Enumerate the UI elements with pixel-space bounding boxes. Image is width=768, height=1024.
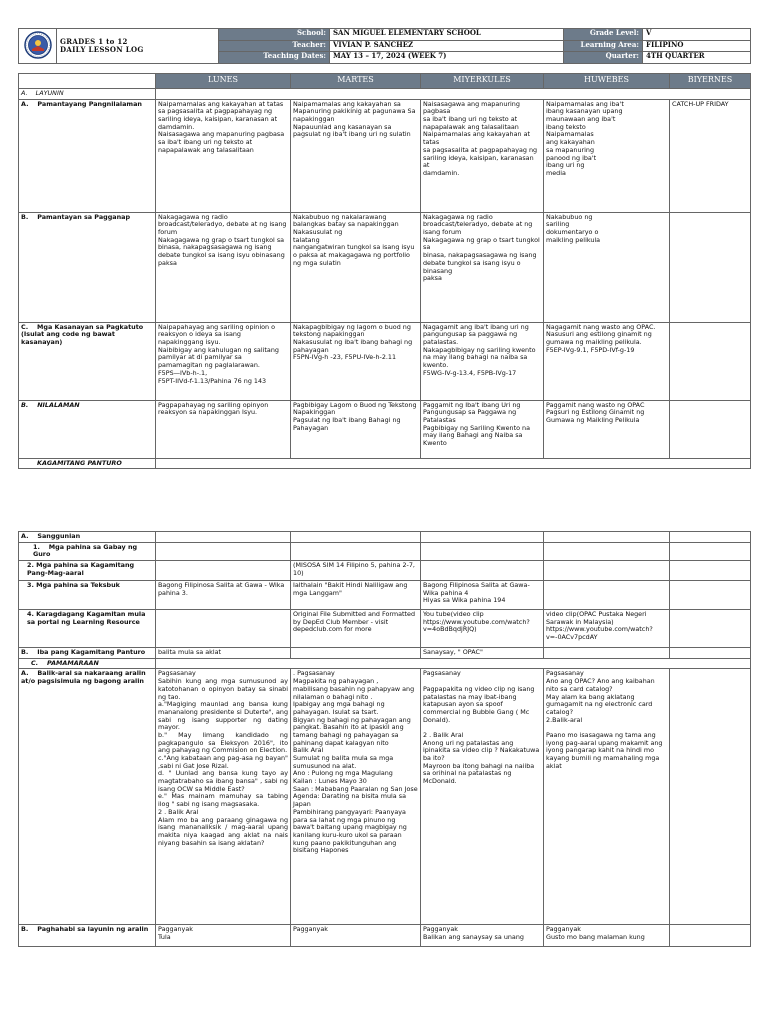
cell	[156, 610, 291, 648]
cell: Nakagagawa ng radio broadcast/teleradyo, debate at ng isang forum Nakagagawa ng grap o tsart tungkol sa binasa, nakapagsasagawa ng isang debate tungkol sa isang isyu o binasang paksa	[421, 212, 544, 322]
row-label: B. Pamantayan sa Pagganap	[19, 212, 156, 322]
empty-cell	[156, 658, 751, 669]
cell	[670, 581, 751, 610]
cell	[670, 610, 751, 648]
cell: balita mula sa aklat	[156, 648, 291, 659]
cell	[156, 542, 291, 560]
cell	[670, 542, 751, 560]
title-line-2: DAILY LESSON LOG	[60, 45, 144, 54]
day-header: MARTES	[291, 74, 421, 89]
cell: Nakabubuo ng sariling dokumentaryo o maikling pelikula	[544, 212, 670, 322]
dates-label: Teaching Dates:	[219, 52, 330, 64]
cell: Pagpapahayag ng sariling opinyon reaksyon sa napakinggan Isyu.	[156, 400, 291, 458]
grade-value: V	[643, 29, 751, 41]
cell	[156, 532, 291, 543]
cell	[156, 561, 291, 581]
objectives-table	[18, 73, 751, 469]
cell: Nagagamit ang iba't ibang uri ng pangungusap sa paggawa ng patalastas. Nakapagbibigay ng sariling kwento na may ilang bahagi na naiba sa kwento. F5WG-IV-g-13.4, F5PB-IVg-17	[421, 322, 544, 400]
corner-cell	[19, 74, 156, 89]
cell: Naipamamalas ang kakayahan at tatas sa pagsasalita at pagpapahayag ng sariling ideya, kaisipan, karanasan at damdamin. Naisasagawa ang mapanuring pagbasa sa iba't ibang uri ng teksto at napapalawak ang talasalitaan	[156, 99, 291, 212]
grade-label: Grade Level:	[564, 29, 643, 41]
day-header: BIYERNES	[670, 74, 751, 89]
cell: Naipamamalas ang iba't ibang kasanayan upang maunawaan ang iba't ibang teksto Naipamamalas ang kakayahan sa mapanuring panood ng iba't ibang uri ng media	[544, 99, 670, 212]
deped-seal	[19, 29, 57, 64]
cell	[421, 532, 544, 543]
cell	[544, 532, 670, 543]
row-label: 4. Karagdagang Kagamitan mula sa portal ng Learning Resource	[19, 610, 156, 648]
cell: (MISOSA SIM 14 Filipino 5, pahina 2-7, 10)	[291, 561, 421, 581]
cell: Nakabubuo ng nakalarawang balangkas batay sa napakinggan Nakasusulat ng talatang nangangatwiran tungkol sa isang isyu o paksa at makagagawa ng portfolio ng mga sulatin	[291, 212, 421, 322]
cell: Sanaysay, " OPAC"	[421, 648, 544, 659]
dll-title	[57, 29, 219, 64]
school-value: SAN MIGUEL ELEMENTARY SCHOOL	[330, 29, 564, 41]
row-label: A. Sanggunian	[19, 532, 156, 543]
quarter-value: 4TH QUARTER	[643, 52, 751, 64]
school-label: School:	[219, 29, 330, 41]
title-line-1: GRADES 1 to 12	[60, 36, 128, 46]
row-label: C. Mga Kasanayan sa Pagkatuto (Isulat ang code ng bawat kasanayan)	[19, 322, 156, 400]
cell	[670, 212, 751, 322]
row-label: KAGAMITANG PANTURO	[19, 458, 156, 469]
cell	[544, 581, 670, 610]
resources-table	[18, 531, 751, 947]
cell: . Pagsasanay Magpakita ng pahayagan , mabilisang basahin ng pahapyaw ang nilalaman o bahagi nito . Ipabigay ang mga bahagi ng pahayagan. Isulat sa tsart. Bigyan ng bahagi ng pahayagan ang pangkat. Basahin ito at ipaskil ang tamang bahagi ng pahayagan sa pahinang dapat kalagyan nito Balik Aral Sumulat ng balita mula sa mga sumusunod na alat. Ano : Pulong ng mga Magulang Kailan : Lunes Mayo 30 Saan : Mababang Paaralan ng San Jose Agenda: Darating na bisita mula sa Japan Pambihirang pangyayari: Paanyaya para sa lahat ng mga pinuno ng bawa't baitang upang magbigay ng kanilang kuru-kuro ukol sa paraan kung paano pakikitunguhan ang bisitang Hapones	[291, 669, 421, 925]
cell: Nakagagawa ng radio broadcast/teleradyo, debate at ng isang forum Nakagagawa ng grap o tsart tungkol sa binasa, nakapagsasagawa ng isang debate tungkol sa isang isyu obinasang paksa	[156, 212, 291, 322]
row-label: 1. Mga pahina sa Gabay ng Guro	[19, 542, 156, 560]
cell: CATCH-UP FRIDAY	[670, 99, 751, 212]
cell: Pagsasanay Sabihin kung ang mga sumusunod ay katotohanan o opinyon batay sa sinabi ng tao. a."Magiging maunlad ang bansa kung mananalong presidente si Duterte", ang sabi ng isang supporter ng dating mayor. b." May limang kandidado ng pagkapangulo sa Eleksyon 2016", ito ang pahayag ng Commision on Election. c."Ang kabataan ang pag-asa ng bayan" ,sabi ni Gat Jose Rizal. d. " Uunlad ang bansa kung tayo ay magtatrabaho sa ibang bansa" , sabi ng isang OCW sa Middle East? e." Mas mainam mamuhay sa tabing ilog " sabi ng isang magsasaka. 2 . Balik Aral Alam mo ba ang paraang ginagawa ng isang mananaliksik / mag-aaral upang makita niya kaagad ang aklat na nais niyang basahin sa isang aklatan?	[156, 669, 291, 925]
cell	[291, 648, 421, 659]
day-header: LUNES	[156, 74, 291, 89]
cell: video clip(OPAC Pustaka Negeri Sarawak in Malaysia) https://www.youtube.com/watch?v=-0ACv7pcdAY	[544, 610, 670, 648]
area-label: Learning Area:	[564, 40, 643, 52]
cell: Bagong Filipinosa Salita at Gawa-Wika pahina 4 Hiyas sa Wika pahina 194	[421, 581, 544, 610]
empty-cell	[156, 89, 751, 100]
cell	[544, 648, 670, 659]
empty-cell	[156, 458, 751, 469]
cell: Nakapagbibigay ng lagom o buod ng tekstong napakinggan Nakasusulat ng iba't ibang bahagi ng pahayagan F5PN-IVg-h -23, F5PU-IVe-h-2.11	[291, 322, 421, 400]
cell	[670, 561, 751, 581]
dll-page-top	[18, 28, 750, 469]
dll-page-bottom	[18, 531, 750, 947]
cell	[670, 669, 751, 925]
row-label: 2. Mga pahina sa Kagamitang Pang-Mag-aaral	[19, 561, 156, 581]
cell	[670, 400, 751, 458]
cell: Pagganyak Tula	[156, 925, 291, 947]
cell: Naisasagawa ang mapanuring pagbasa sa iba't ibang uri ng teksto at napapalawak ang talasalitaan Naipamamalas ang kakayahan at tatas sa pagsasalita at pagpapahayag ng sariling ideya, kaisipan, karanasan at damdamin.	[421, 99, 544, 212]
cell: Pagsasanay Pagpapakita ng video clip ng isang patalastas na may ibat-ibang katapusan ayon sa spoof commercial ng Bubble Gang ( Mc Donald). 2 . Balik Aral Anong uri ng patalastas ang ipinakita sa video clip ? Nakakatuwa ba ito? Mayroon ba itong bahagi na naiiba sa orihinal na patalastas ng McDonald.	[421, 669, 544, 925]
row-label: A. Balik-aral sa nakaraang aralin at/o pagsisimula ng bagong aralin	[19, 669, 156, 925]
area-value: FILIPINO	[643, 40, 751, 52]
cell	[544, 542, 670, 560]
row-label: B. Iba pang Kagamitang Panturo	[19, 648, 156, 659]
cell: Original File Submitted and Formatted by DepEd Club Member - visit depedclub.com for more	[291, 610, 421, 648]
cell: Pagbibigay Lagom o Buod ng Tekstong Napakinggan Pagsulat ng Iba't ibang Bahagi ng Pahayagan	[291, 400, 421, 458]
cell	[670, 648, 751, 659]
deped-seal-icon	[24, 31, 52, 59]
dll-header	[18, 28, 751, 64]
day-header: HUWEBES	[544, 74, 670, 89]
cell	[291, 542, 421, 560]
cell: Pagganyak	[291, 925, 421, 947]
cell: Pagsasanay Ano ang OPAC? Ano ang kaibahan nito sa card catalog? May alam ka bang aklatang gumagamit na ng electronic card catalog? 2.Balik-aral Paano mo isasagawa ng tama ang iyong pag-aaral upang makamit ang iyong pangarap kahit na hindi mo kayang bumili ng mamahaling mga aklat	[544, 669, 670, 925]
cell	[421, 542, 544, 560]
row-label: 3. Mga pahina sa Teksbuk	[19, 581, 156, 610]
cell: Pagganyak Balikan ang sanaysay sa unang	[421, 925, 544, 947]
row-label: B. Paghahabi sa layunin ng aralin	[19, 925, 156, 947]
teacher-value: VIVIAN P. SANCHEZ	[330, 40, 564, 52]
cell: Naipamamalas ang kakayahan sa Mapanuring pakikinig at pagunawa Sa napakinggan Napauunlad ang kasanayan sa pagsulat ng iba't ibang uri ng sulatin	[291, 99, 421, 212]
cell	[421, 561, 544, 581]
cell: Naipapahayag ang sariling opinion o reaksyon o ideya sa isang napakinggang isyu. Naibibigay ang kahulugan ng salitang pamilyar at di pamilyar sa pamamagitan ng paglalarawan. F5PS—IVb-h-.1, F5PT-IIVd-f-1.13/Pahina 76 ng 143	[156, 322, 291, 400]
section-layunin: A. LAYUNIN	[19, 89, 156, 100]
day-header: MIYERKULES	[421, 74, 544, 89]
cell: Paggamit nang wasto ng OPAC Pagsuri ng Estilong Ginamit ng Gumawa ng Maikling Pelikula	[544, 400, 670, 458]
teacher-label: Teacher:	[219, 40, 330, 52]
row-label: A. Pamantayang Pangnilalaman	[19, 99, 156, 212]
row-label: B. NILALAMAN	[19, 400, 156, 458]
cell	[544, 561, 670, 581]
cell: Nagagamit nang wasto ang OPAC. Nasusuri ang estilong ginamit ng gumawa ng maikling pelikula. F5EP-IVg-9.1, F5PD-IVf-g-19	[544, 322, 670, 400]
quarter-label: Quarter:	[564, 52, 643, 64]
cell	[670, 532, 751, 543]
dates-value: MAY 13 – 17, 2024 (WEEK 7)	[330, 52, 564, 64]
cell	[291, 532, 421, 543]
cell: Ialthalain "Bakit Hindi Naliligaw ang mga Langgam"	[291, 581, 421, 610]
cell: Bagong Filipinosa Salita at Gawa - Wika pahina 3.	[156, 581, 291, 610]
cell: Pagganyak Gusto mo bang malaman kung	[544, 925, 670, 947]
cell: Paggamit ng Iba't ibang Uri ng Pangungusap sa Paggawa ng Patalastas Pagbibigay ng Sariling Kwento na may ilang Bahagi ang Naiba sa Kwento	[421, 400, 544, 458]
cell: You tube(video clip https://www.youtube.com/watch?v=4oBdBqdjRJQ)	[421, 610, 544, 648]
cell	[670, 322, 751, 400]
cell	[670, 925, 751, 947]
section-pamamaraan: C. PAMAMARAAN	[19, 658, 156, 669]
